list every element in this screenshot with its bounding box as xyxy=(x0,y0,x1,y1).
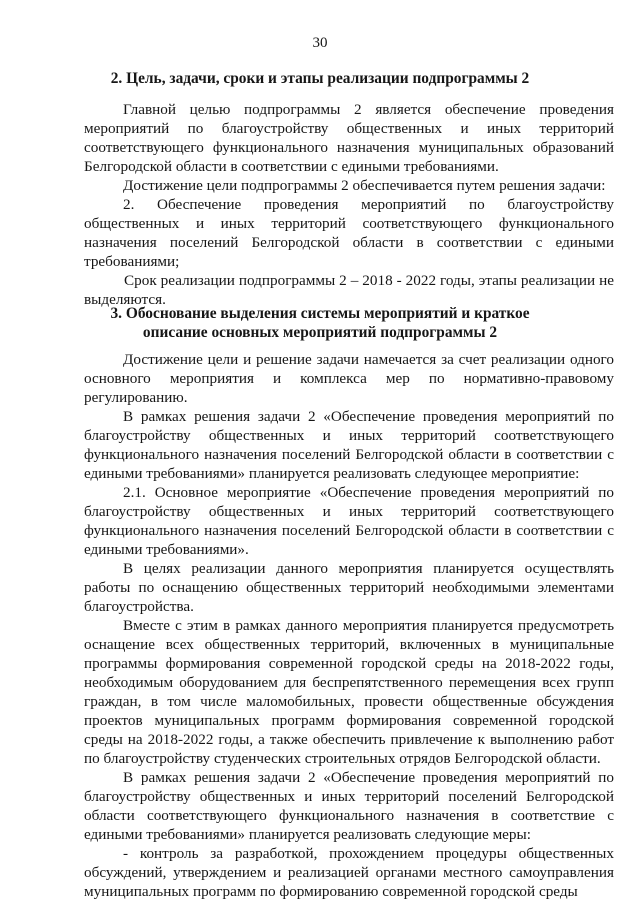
section-2-title: 2. Цель, задачи, сроки и этапы реализации подпрограммы 2 xyxy=(110,70,530,87)
section-2-paragraph-1: Главной целью подпрограммы 2 является обеспечение проведения мероприятий по благоустройству общественных и иных территорий соответствующего функционального назначения муниципальных образований Белгородской области в соответствии с едиными требованиями. xyxy=(84,101,614,175)
section-3-paragraph-5: Вместе с этим в рамках данного мероприятия планируется предусмотреть оснащение всех общественных территорий, включенных в муниципальные программы формирования современной городской среды на 2018-2022 годы, необходимым оборудованием для беспрепятственного перемещения всех групп граждан, в том числе маломобильных, провести общественные обсуждения проектов муниципальных программ формирования современной городской среды на 2018-2022 годы, а также обеспечить привлечение к выполнению работ по благоустройству студенческих строительных отрядов Белгородской области. xyxy=(84,617,614,767)
section-3-paragraph-2: В рамках решения задачи 2 «Обеспечение проведения мероприятий по благоустройству общественных и иных территорий соответствующего функционального назначения поселений Белгородской области в соответствии с едиными требованиями» планируется реализовать следующее мероприятие: xyxy=(84,408,614,482)
section-3-body xyxy=(84,350,614,901)
section-3-paragraph-7: - контроль за разработкой, прохождением процедуры общественных обсуждений, утверждением и реализацией органами местного самоуправления муниципальных программ по формированию современной городской среды xyxy=(84,845,614,900)
section-2-paragraph-2: Достижение цели подпрограммы 2 обеспечивается путем решения задачи: xyxy=(123,177,606,194)
section-2-body xyxy=(84,100,614,309)
section-3-paragraph-1: Достижение цели и решение задачи намечается за счет реализации одного основного мероприятия и комплекса мер по нормативно-правовому регулированию. xyxy=(84,351,614,406)
section-2-paragraph-3: 2. Обеспечение проведения мероприятий по благоустройству общественных и иных территорий соответствующего функционального назначения поселений Белгородской области в соответствии с едиными требованиями; xyxy=(84,196,614,270)
section-3-paragraph-3: 2.1. Основное мероприятие «Обеспечение проведения мероприятий по благоустройству общественных и иных территорий соответствующего функционального назначения поселений Белгородской области в соответствии с едиными требованиями». xyxy=(84,484,614,558)
section-3-paragraph-6: В рамках решения задачи 2 «Обеспечение проведения мероприятий по благоустройству общественных и иных территорий поселений Белгородской области соответствующего функционального назначения в соответствие с едиными требованиями» планируется реализовать следующие меры: xyxy=(84,769,614,843)
section-3-title: 3. Обоснование выделения системы мероприятий и краткое описание основных мероприятий подпрограммы 2 xyxy=(110,305,530,341)
section-2-paragraph-4: Срок реализации подпрограммы 2 – 2018 - 2022 годы, этапы реализации не выделяются. xyxy=(84,272,614,308)
page-number: 30 xyxy=(312,35,328,51)
section-3-paragraph-4: В целях реализации данного мероприятия планируется осуществлять работы по оснащению общественных территорий необходимыми элементами благоустройства. xyxy=(84,560,614,615)
